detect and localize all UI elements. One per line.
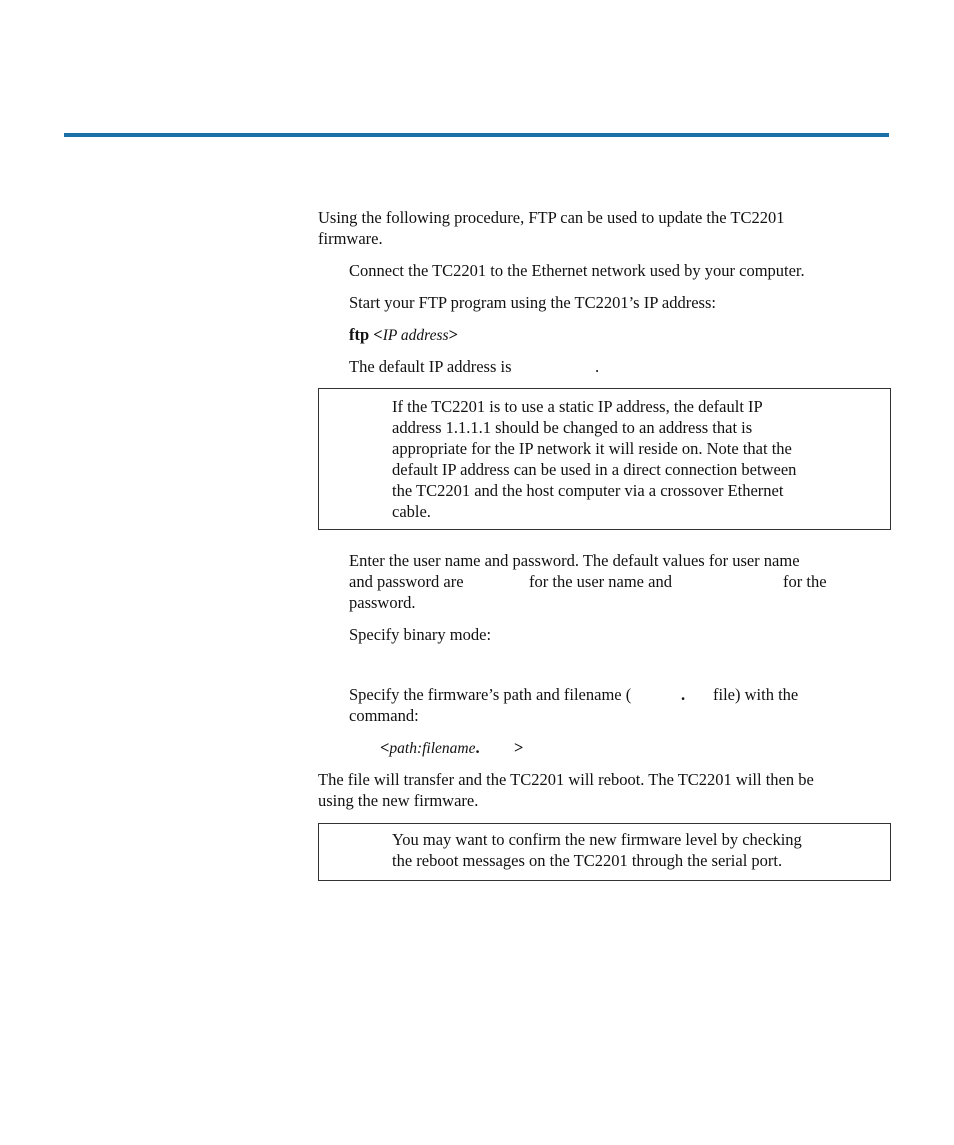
ftp-lt: < xyxy=(373,325,383,344)
put-arg: path:filename xyxy=(389,740,476,757)
result-line-1: The file will transfer and the TC2201 will reboot. The TC2201 will then be xyxy=(318,770,814,789)
intro-line-2: firmware. xyxy=(318,229,383,248)
note1-line-3: appropriate for the IP network it will reside on. Note that the xyxy=(392,439,792,458)
step-connect: Connect the TC2201 to the Ethernet network used by your computer. xyxy=(349,261,805,280)
step-path-line-2: command: xyxy=(349,706,419,725)
result-line-2: using the new firmware. xyxy=(318,791,479,810)
ftp-gt: > xyxy=(448,325,458,344)
put-gt: > xyxy=(514,738,524,757)
note2-line-2: the reboot messages on the TC2201 through the serial port. xyxy=(392,851,783,870)
ftp-command xyxy=(349,324,458,346)
step-binary: Specify binary mode: xyxy=(349,625,492,644)
note1-line-4: default IP address can be used in a direct connection between xyxy=(392,460,797,479)
note1-line-5: the TC2201 and the host computer via a crossover Ethernet xyxy=(392,481,784,500)
note2-line-1: You may want to confirm the new firmware level by checking xyxy=(392,830,802,849)
step-path-line-1c: file) with the xyxy=(713,685,799,704)
default-ip-suffix: . xyxy=(595,357,600,376)
step-start-ftp: Start your FTP program using the TC2201’s IP address: xyxy=(349,293,716,312)
default-ip-prefix: The default IP address is xyxy=(349,357,512,376)
note1-line-6: cable. xyxy=(392,502,431,521)
step-user-line-3: password. xyxy=(349,593,416,612)
note-box-confirm-firmware xyxy=(318,823,891,881)
step-user-line-2b: for the user name and xyxy=(529,572,672,591)
note1-line-1: If the TC2201 is to use a static IP address, the default IP xyxy=(392,397,763,416)
put-lt: < xyxy=(380,738,390,757)
ftp-arg: IP address xyxy=(382,327,449,344)
step-user-line-2a: and password are xyxy=(349,572,464,591)
step-path-line-1b: . xyxy=(681,685,686,704)
step-user-line-2c: for the xyxy=(783,572,827,591)
put-command xyxy=(380,737,480,759)
put-dot: . xyxy=(475,738,480,757)
step-path-line-1a: Specify the firmware’s path and filename ( xyxy=(349,685,632,704)
step-user-line-1: Enter the user name and password. The default values for user name xyxy=(349,551,800,570)
intro-line-1: Using the following procedure, FTP can be used to update the TC2201 xyxy=(318,208,785,227)
header-rule xyxy=(64,133,889,137)
ftp-keyword: ftp xyxy=(349,325,370,344)
note1-line-2: address 1.1.1.1 should be changed to an address that is xyxy=(392,418,753,437)
note-box-static-ip xyxy=(318,388,891,530)
